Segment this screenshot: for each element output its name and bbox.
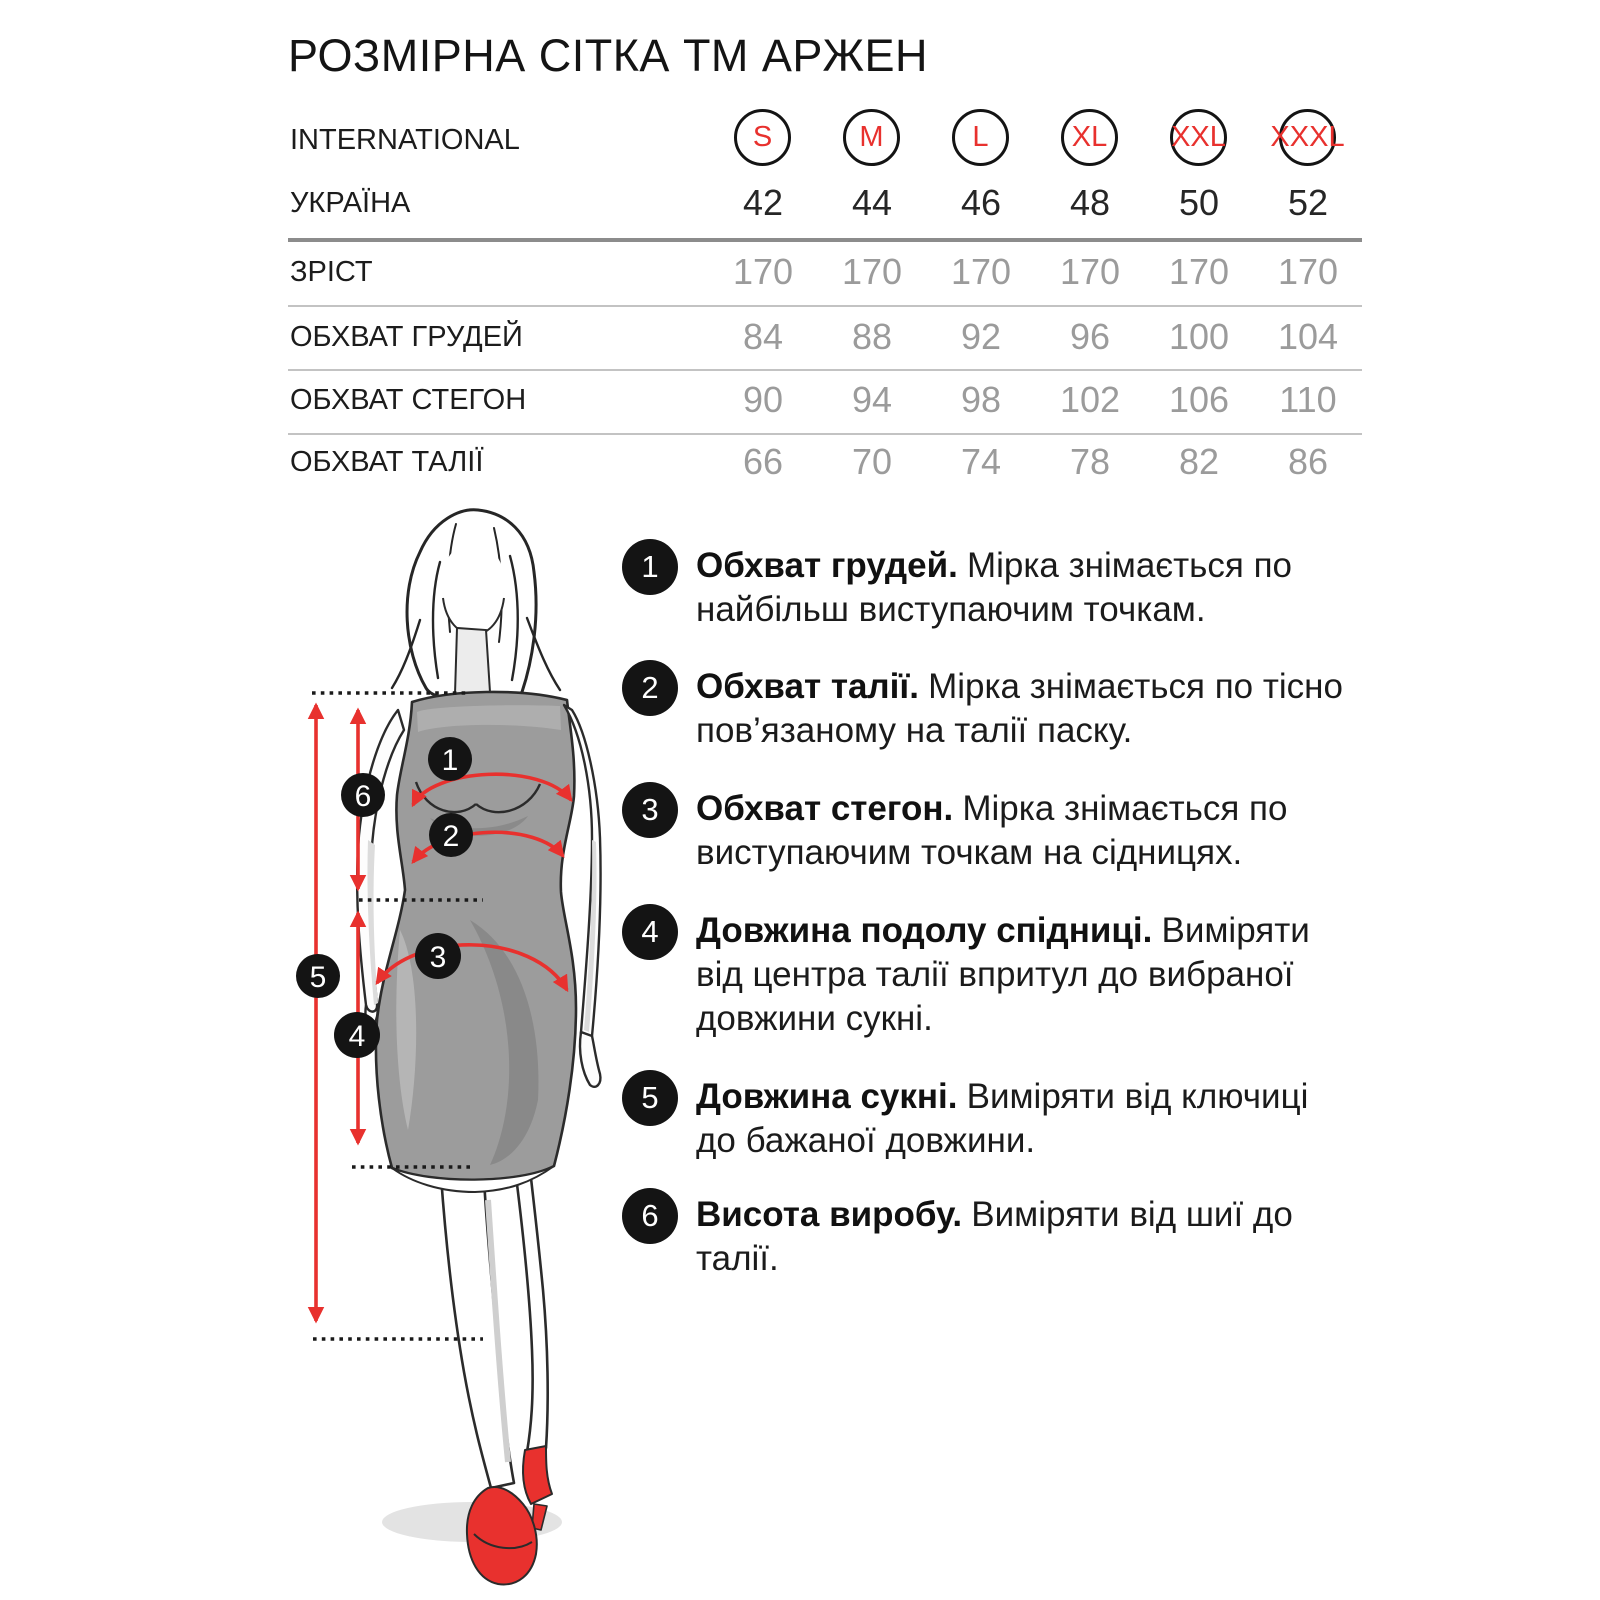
instruction-badge: 6 xyxy=(622,1188,678,1244)
table-value: 170 xyxy=(950,251,1012,292)
ua-size: 42 xyxy=(742,182,784,223)
figure-marker-2 xyxy=(429,813,473,857)
svg-text:1: 1 xyxy=(441,743,459,777)
table-value: 82 xyxy=(1178,441,1220,482)
figure-marker-5 xyxy=(296,954,340,998)
instruction-item xyxy=(622,1070,1362,1163)
table-value: 170 xyxy=(1059,251,1121,292)
table-value: 170 xyxy=(841,251,903,292)
table-value: 70 xyxy=(851,441,893,482)
right-hand xyxy=(580,1032,600,1087)
size-badge-label: XXL xyxy=(1171,121,1226,153)
size-badge-xxxl xyxy=(1270,109,1345,166)
instruction-item xyxy=(622,539,1362,632)
ua-size: 44 xyxy=(851,182,893,223)
instruction-badge: 5 xyxy=(622,1070,678,1126)
instruction-badge: 1 xyxy=(622,539,678,595)
instruction-text: Висота виробу. Виміряти від шиї до талії. xyxy=(696,1195,1293,1278)
size-badge-label: XXXL xyxy=(1270,121,1345,153)
row-label-height: ЗРІСТ xyxy=(290,256,373,288)
neck xyxy=(455,628,490,694)
size-badge-xxl xyxy=(1170,109,1227,166)
row-label-chest: ОБХВАТ ГРУДЕЙ xyxy=(290,321,523,353)
ua-size: 46 xyxy=(960,182,1002,223)
legs xyxy=(441,1176,548,1488)
figure-marker-4 xyxy=(334,1012,380,1058)
table-value: 74 xyxy=(960,441,1002,482)
table-value: 66 xyxy=(742,441,784,482)
instruction-text: Обхват талії. Мірка знімається по тісно пов’язаному на талії паску. xyxy=(696,667,1343,750)
back-leg xyxy=(516,1176,548,1452)
row-label-hips: ОБХВАТ СТЕГОН xyxy=(290,384,527,416)
table-value: 102 xyxy=(1059,379,1121,420)
size-badge-label: S xyxy=(752,121,773,153)
table-value: 86 xyxy=(1287,441,1329,482)
row-label-waist: ОБХВАТ ТАЛІЇ xyxy=(290,446,484,478)
instruction-item xyxy=(622,782,1362,875)
svg-text:4: 4 xyxy=(348,1019,366,1053)
table-value: 78 xyxy=(1069,441,1111,482)
back-heel-shoe xyxy=(523,1446,552,1504)
size-badge-xl xyxy=(1061,109,1118,166)
svg-text:2: 2 xyxy=(442,819,460,853)
table-value: 94 xyxy=(851,379,893,420)
dress xyxy=(376,692,576,1192)
table-divider xyxy=(288,305,1362,307)
table-value: 98 xyxy=(960,379,1002,420)
row-label-ukraine: УКРАЇНА xyxy=(290,187,411,219)
figure-marker-1 xyxy=(428,737,472,781)
table-value: 170 xyxy=(732,251,794,292)
table-value: 100 xyxy=(1168,316,1230,357)
figure-marker-6 xyxy=(341,773,385,817)
figure-marker-3 xyxy=(415,933,461,979)
instruction-text: Довжина сукні. Виміряти від ключиці до бажаної довжини. xyxy=(696,1077,1309,1160)
table-value: 110 xyxy=(1279,379,1337,420)
instruction-item xyxy=(622,660,1362,753)
svg-text:5: 5 xyxy=(309,960,327,994)
table-value: 84 xyxy=(742,316,784,357)
instruction-item xyxy=(622,904,1362,1041)
ua-size: 50 xyxy=(1178,182,1220,223)
table-divider xyxy=(288,369,1362,371)
instruction-badge: 4 xyxy=(622,904,678,960)
table-value: 170 xyxy=(1277,251,1339,292)
table-value: 170 xyxy=(1168,251,1230,292)
ua-size: 52 xyxy=(1287,182,1329,223)
size-badge-label: L xyxy=(972,121,989,153)
table-value: 96 xyxy=(1069,316,1111,357)
size-badge-m xyxy=(843,109,900,166)
table-divider xyxy=(288,433,1362,435)
size-badge-l xyxy=(952,109,1009,166)
svg-text:3: 3 xyxy=(429,940,447,974)
instruction-item xyxy=(622,1188,1362,1281)
front-pump-shoe xyxy=(467,1487,537,1584)
instruction-text: Обхват грудей. Мірка знімається по найбільш виступаючим точкам. xyxy=(696,546,1293,629)
instruction-badge: 3 xyxy=(622,782,678,838)
table-value: 88 xyxy=(851,316,893,357)
figure-illustration xyxy=(280,500,640,1600)
table-value: 90 xyxy=(742,379,784,420)
row-label-international: INTERNATIONAL xyxy=(290,124,520,156)
page-title: РОЗМІРНА СІТКА ТМ АРЖЕН xyxy=(288,30,929,81)
ua-size: 48 xyxy=(1069,182,1111,223)
size-badge-label: M xyxy=(859,121,884,153)
instruction-text: Довжина подолу спідниці. Виміряти від центра талії впритул до вибраної довжини сукні. xyxy=(696,911,1310,1038)
table-divider xyxy=(288,238,1362,242)
size-badge-label: XL xyxy=(1071,121,1108,153)
instruction-badge: 2 xyxy=(622,660,678,716)
svg-text:6: 6 xyxy=(354,779,372,813)
table-value: 106 xyxy=(1168,379,1230,420)
table-value: 104 xyxy=(1277,316,1339,357)
table-value: 92 xyxy=(960,316,1002,357)
instruction-text: Обхват стегон. Мірка знімається по виступаючим точкам на сідницях. xyxy=(696,789,1288,872)
size-badge-s xyxy=(734,109,791,166)
